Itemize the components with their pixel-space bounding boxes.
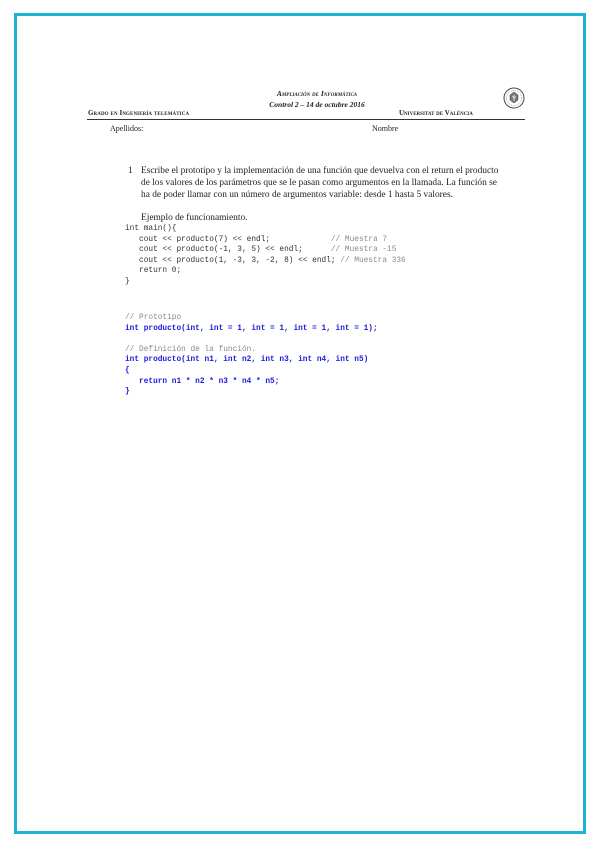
exam-page <box>14 13 586 834</box>
example-comment: // Muestra 7 <box>330 235 388 244</box>
example-label: Ejemplo de funcionamiento. <box>141 213 248 223</box>
question-text: Escribe el prototipo y la implementación de una función que devuelva con el return el producto de los valores de los parámetros que se le pasan como argumentos en la llamada. La función se ha de poder llamar con un número de argumentos variable: desde 1 hasta 5 valores. <box>141 166 499 201</box>
exam-header <box>17 16 583 136</box>
close-brace: } <box>125 388 130 397</box>
example-line: int main(){ <box>125 225 177 233</box>
open-brace: { <box>125 366 130 375</box>
nombre-label: Nombre <box>372 124 399 133</box>
example-comment: // Muestra 336 <box>340 256 406 265</box>
university-seal-icon <box>503 87 525 109</box>
exam-heading <box>237 89 397 111</box>
header-divider <box>87 119 525 120</box>
example-code-block <box>125 224 406 288</box>
example-comment: // Muestra -15 <box>330 246 397 255</box>
definition-comment: // Definición de la función. <box>125 345 257 354</box>
return-line: return n1 * n2 * n3 * n4 * n5; <box>125 377 280 386</box>
example-line: cout << producto(1, -3, 3, -2, 8) << endl; <box>125 256 341 265</box>
answer-code-block <box>125 313 378 398</box>
university-name: Universitat de València <box>399 109 473 117</box>
apellidos-label: Apellidos: <box>110 124 144 133</box>
degree-name: Grado en Ingeniería telemática <box>88 109 190 117</box>
prototype-line: int producto(int, int = 1, int = 1, int = 1, int = 1); <box>125 324 378 333</box>
course-title: Ampliación de Informática <box>276 89 358 98</box>
question-statement <box>128 165 501 202</box>
example-line: return 0; <box>125 267 182 276</box>
prototype-comment: // Prototipo <box>125 314 182 322</box>
exam-subtitle: Control 2 – 14 de octubre 2016 <box>269 100 365 109</box>
question-number: 1 <box>128 166 133 176</box>
example-line: cout << producto(7) << endl; <box>125 235 331 244</box>
example-line: cout << producto(-1, 3, 5) << endl; <box>125 246 331 255</box>
example-line: } <box>125 277 130 286</box>
definition-line: int producto(int n1, int n2, int n3, int n4, int n5) <box>125 356 369 365</box>
